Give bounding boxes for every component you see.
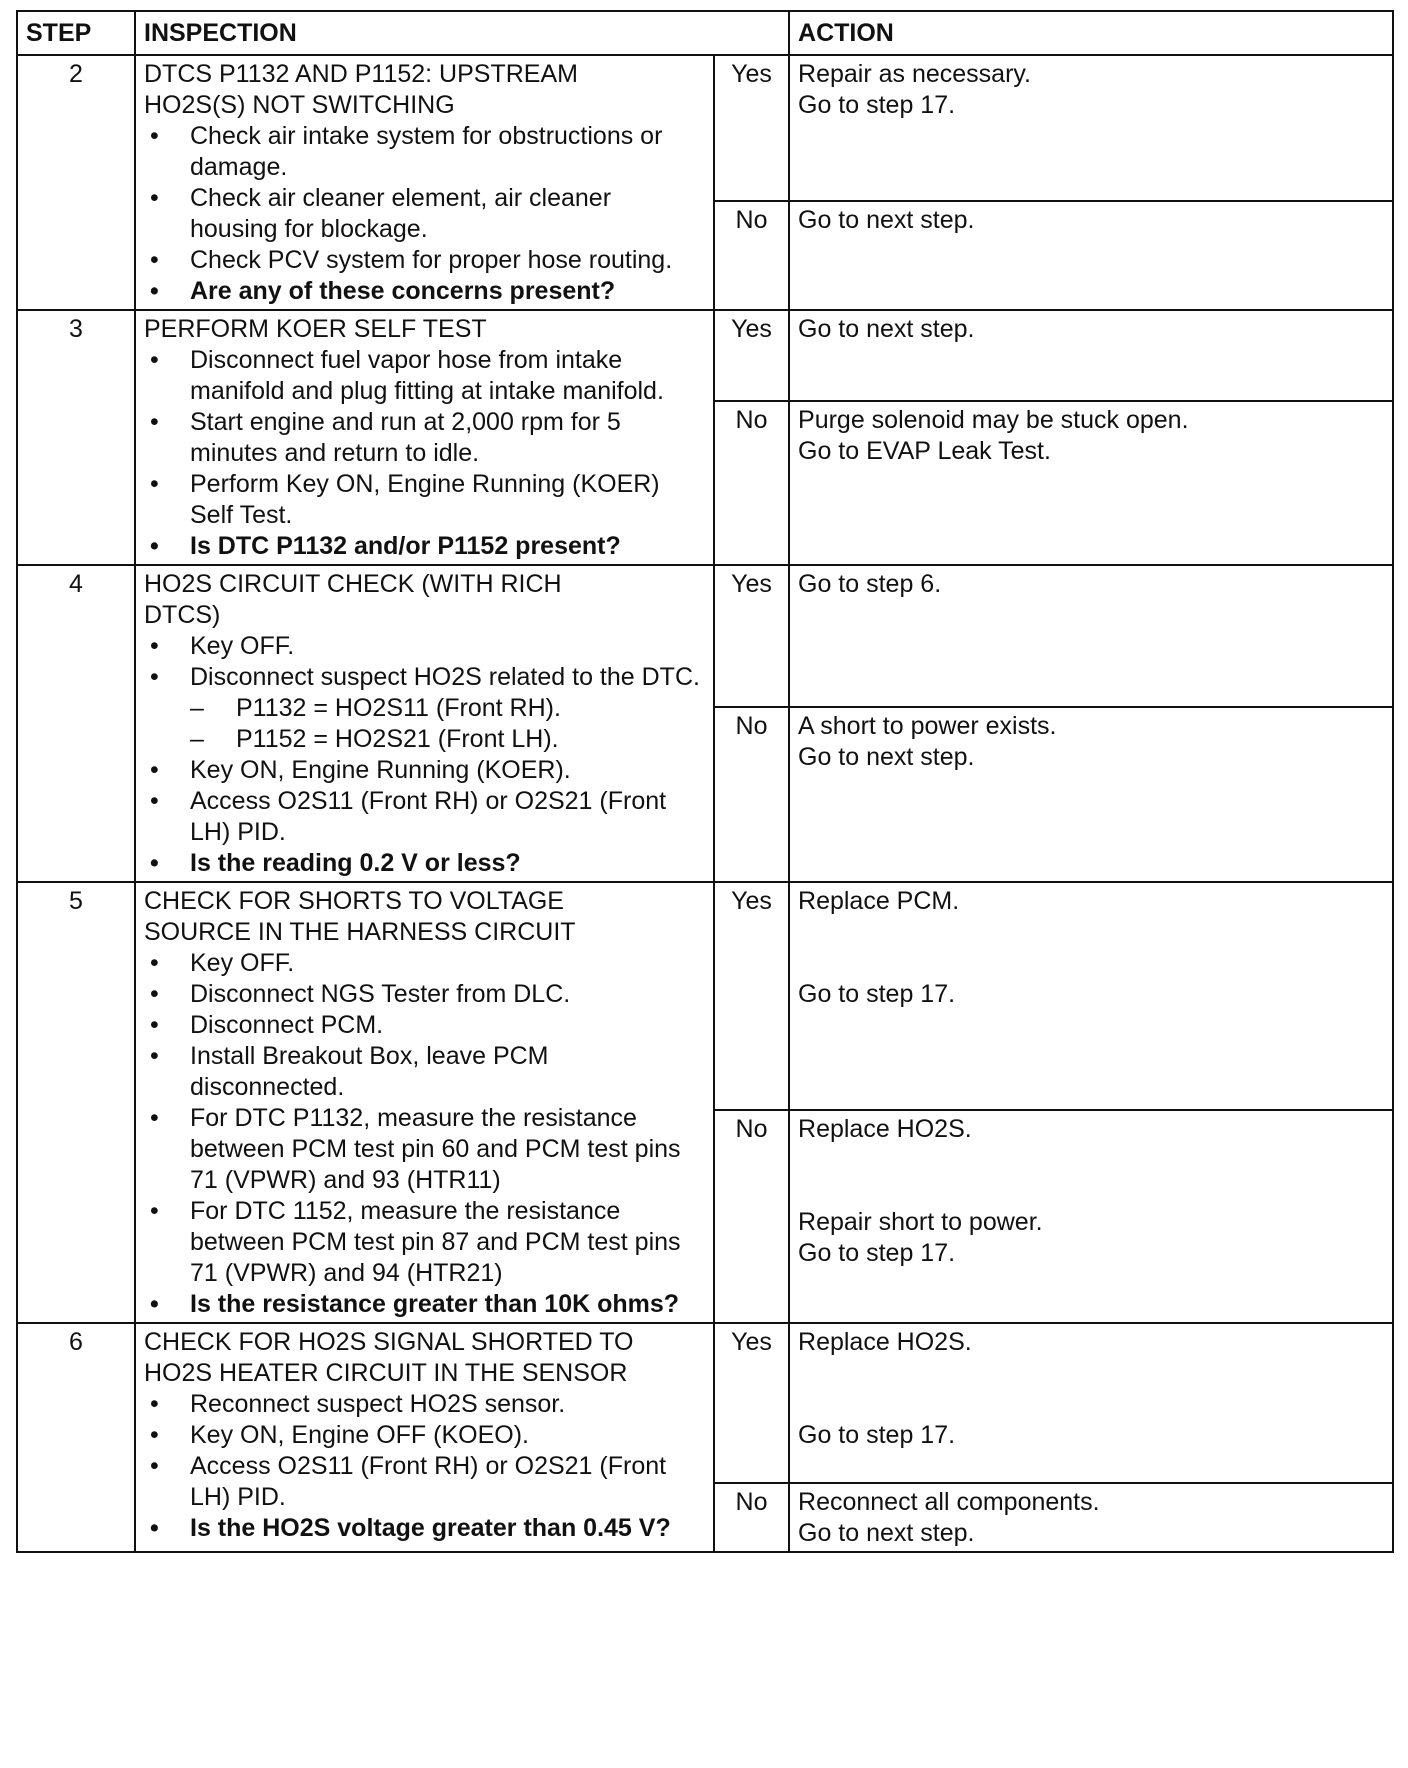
inspection-sub-item: – P1152 = HO2S21 (Front LH). <box>190 724 705 755</box>
inspection-item: • Key OFF. <box>144 948 705 979</box>
yes-action <box>789 882 1393 1110</box>
inspection-item: • Check PCV system for proper hose routing. <box>144 245 705 276</box>
inspection-list <box>144 345 705 562</box>
inspection-item: • Perform Key ON, Engine Running (KOER) Self Test. <box>144 469 705 531</box>
action-line: Go to step 17. <box>798 1239 956 1267</box>
step-title-line: CHECK FOR HO2S SIGNAL SHORTED TO <box>144 1328 634 1356</box>
no-action <box>789 1483 1393 1552</box>
no-label: No <box>714 1483 789 1552</box>
inspection-item: • Access O2S11 (Front RH) or O2S21 (Front LH) PID. <box>144 1451 705 1513</box>
step-4-yes-row <box>17 565 1393 707</box>
action-line: Repair short to power. <box>798 1208 1043 1236</box>
inspection-item: • Disconnect NGS Tester from DLC. <box>144 979 705 1010</box>
inspection-item: • Reconnect suspect HO2S sensor. <box>144 1389 705 1420</box>
inspection-item: • Key ON, Engine OFF (KOEO). <box>144 1420 705 1451</box>
step-title-line: HO2S HEATER CIRCUIT IN THE SENSOR <box>144 1359 628 1387</box>
inspection-item: • Key OFF. <box>144 631 705 662</box>
no-label: No <box>714 1110 789 1323</box>
step-title-line: PERFORM KOER SELF TEST <box>144 315 487 343</box>
no-action <box>789 201 1393 310</box>
action-line: Go to EVAP Leak Test. <box>798 437 1051 465</box>
action-line: Go to step 17. <box>798 1421 956 1449</box>
step-title-line: HO2S CIRCUIT CHECK (WITH RICH <box>144 570 562 598</box>
step-5-inspection <box>135 882 714 1323</box>
inspection-item: • Check air cleaner element, air cleaner housing for blockage. <box>144 183 705 245</box>
step-number: 2 <box>17 55 135 310</box>
yes-label: Yes <box>714 310 789 401</box>
step-column-header: STEP <box>17 11 135 55</box>
inspection-question: • Are any of these concerns present? <box>144 276 705 307</box>
yes-label: Yes <box>714 1323 789 1483</box>
inspection-item: • Disconnect fuel vapor hose from intake manifold and plug fitting at intake manifold. <box>144 345 705 407</box>
action-line: Go to step 17. <box>798 91 956 119</box>
action-line: Go to next step. <box>798 206 975 234</box>
action-line: Purge solenoid may be stuck open. <box>798 406 1189 434</box>
action-line: Go to step 17. <box>798 980 956 1008</box>
no-label: No <box>714 401 789 565</box>
step-5-yes-row <box>17 882 1393 1110</box>
inspection-item: • Check air intake system for obstructions or damage. <box>144 121 705 183</box>
step-6-yes-row <box>17 1323 1393 1483</box>
inspection-item: • Disconnect PCM. <box>144 1010 705 1041</box>
step-2-inspection <box>135 55 714 310</box>
no-label: No <box>714 707 789 882</box>
yes-label: Yes <box>714 55 789 201</box>
step-3-inspection <box>135 310 714 565</box>
action-line: Go to step 6. <box>798 570 942 598</box>
yes-action <box>789 310 1393 401</box>
inspection-item-text: Disconnect suspect HO2S related to the DTC. <box>190 663 700 691</box>
inspection-sub-list <box>190 693 705 755</box>
action-line: Replace HO2S. <box>798 1115 972 1143</box>
inspection-list <box>144 948 705 1320</box>
action-line: Go to next step. <box>798 1519 975 1547</box>
inspection-list <box>144 121 705 307</box>
yes-label: Yes <box>714 882 789 1110</box>
inspection-item <box>144 662 705 755</box>
header-row <box>17 11 1393 55</box>
step-2-yes-row <box>17 55 1393 201</box>
step-number: 4 <box>17 565 135 882</box>
action-line: Go to next step. <box>798 315 975 343</box>
no-action <box>789 401 1393 565</box>
diagnostic-table <box>16 10 1394 1553</box>
step-title-line: SOURCE IN THE HARNESS CIRCUIT <box>144 918 576 946</box>
inspection-item: • Install Breakout Box, leave PCM disconnected. <box>144 1041 705 1103</box>
step-3-yes-row <box>17 310 1393 401</box>
inspection-question: • Is DTC P1132 and/or P1152 present? <box>144 531 705 562</box>
step-number: 6 <box>17 1323 135 1552</box>
step-title-line: CHECK FOR SHORTS TO VOLTAGE <box>144 887 564 915</box>
inspection-sub-item: – P1132 = HO2S11 (Front RH). <box>190 693 705 724</box>
step-title-line: DTCS P1132 AND P1152: UPSTREAM <box>144 60 578 88</box>
action-line: Go to next step. <box>798 743 975 771</box>
step-number: 3 <box>17 310 135 565</box>
step-title-line: DTCS) <box>144 601 221 629</box>
action-line: Replace PCM. <box>798 887 960 915</box>
action-line: Repair as necessary. <box>798 60 1031 88</box>
inspection-column-header: INSPECTION <box>135 11 789 55</box>
inspection-item: • For DTC 1152, measure the resistance between PCM test pin 87 and PCM test pins 71 (VPWR) and 94 (HTR21) <box>144 1196 705 1289</box>
step-6-inspection <box>135 1323 714 1552</box>
step-number: 5 <box>17 882 135 1323</box>
inspection-item: • Access O2S11 (Front RH) or O2S21 (Front LH) PID. <box>144 786 705 848</box>
yes-action <box>789 1323 1393 1483</box>
inspection-list <box>144 1389 705 1544</box>
inspection-list <box>144 631 705 879</box>
step-4-inspection <box>135 565 714 882</box>
yes-action <box>789 55 1393 201</box>
yes-label: Yes <box>714 565 789 707</box>
no-label: No <box>714 201 789 310</box>
yes-action <box>789 565 1393 707</box>
inspection-item: • For DTC P1132, measure the resistance between PCM test pin 60 and PCM test pins 71 (VPWR) and 93 (HTR11) <box>144 1103 705 1196</box>
inspection-item: • Start engine and run at 2,000 rpm for 5 minutes and return to idle. <box>144 407 705 469</box>
no-action <box>789 1110 1393 1323</box>
inspection-question: • Is the resistance greater than 10K ohms? <box>144 1289 705 1320</box>
action-column-header: ACTION <box>789 11 1393 55</box>
no-action <box>789 707 1393 882</box>
inspection-question: • Is the reading 0.2 V or less? <box>144 848 705 879</box>
inspection-item: • Key ON, Engine Running (KOER). <box>144 755 705 786</box>
action-line: Replace HO2S. <box>798 1328 972 1356</box>
inspection-question: • Is the HO2S voltage greater than 0.45 V? <box>144 1513 705 1544</box>
step-title-line: HO2S(S) NOT SWITCHING <box>144 91 455 119</box>
action-line: Reconnect all components. <box>798 1488 1100 1516</box>
action-line: A short to power exists. <box>798 712 1057 740</box>
